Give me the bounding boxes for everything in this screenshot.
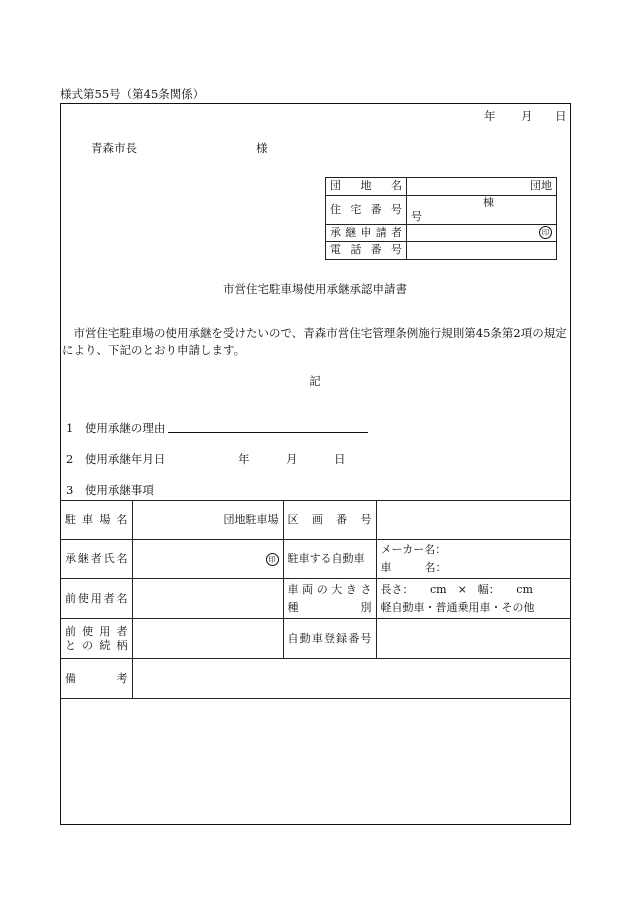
kind-label: 種 別 (287, 600, 372, 614)
phone-label: 電 話 番 号 (326, 242, 407, 260)
applicant-row (326, 224, 557, 242)
body-text: 市営住宅駐車場の使用承継を受けたいので、青森市営住宅管理条例施行規則第45条第2項の規定により、下記のとおり申請します。 (62, 326, 567, 357)
section-field[interactable] (376, 501, 570, 540)
date-month: 月 (521, 109, 533, 123)
reason-line[interactable] (168, 432, 368, 433)
item1-label: 1 使用承継の理由 (66, 421, 166, 435)
item2-label: 2 使用承継年月日 (66, 452, 166, 466)
relation-label-1: 前 使 用 者 (65, 624, 128, 638)
remarks-field[interactable] (132, 659, 570, 699)
size-label: 車両の大きさ (287, 582, 372, 596)
building-suffix: 棟 (483, 195, 494, 209)
size-value: 長さ： cm × 幅： cm (380, 582, 533, 596)
applicant-field[interactable] (407, 224, 557, 242)
prev-user-label: 前使用者名 (61, 579, 132, 619)
relation-label-2: と の 続 柄 (65, 638, 128, 652)
unit-suffix: 号 (411, 209, 422, 223)
phone-field[interactable] (407, 242, 557, 260)
estate-suffix: 団地 (530, 179, 552, 193)
maker-label: メーカー名： (380, 543, 447, 556)
section-label: 区 画 番 号 (283, 501, 376, 540)
house-field[interactable] (407, 195, 557, 224)
applicant-info-table (325, 177, 557, 260)
applicant-label: 承継申請者 (326, 224, 407, 242)
estate-field[interactable] (407, 178, 557, 196)
successor-field[interactable] (132, 540, 283, 579)
house-row (326, 195, 557, 224)
kind-value: 軽自動車・普通乗用車・その他 (380, 600, 535, 614)
date-day: 日 (555, 109, 567, 123)
relation-field[interactable] (132, 619, 283, 659)
grid-row-relation (61, 619, 570, 659)
grid-row-prev-user (61, 579, 570, 619)
reg-label: 自動車登録番号 (283, 619, 376, 659)
addressee-honorific: 様 (256, 141, 268, 155)
item2-year: 年 (238, 452, 250, 466)
estate-label: 団 地 名 (326, 178, 407, 196)
item2-day: 日 (334, 452, 346, 466)
successor-label: 承継者氏名 (61, 540, 132, 579)
seal-mark: 印 (539, 226, 552, 239)
parking-name-field[interactable] (132, 501, 283, 540)
ki-heading: 記 (309, 374, 321, 388)
car-label: 駐車する自動車 (283, 540, 376, 579)
reg-field[interactable] (376, 619, 570, 659)
phone-row (326, 242, 557, 260)
parking-name-label: 駐車場名 (61, 501, 132, 540)
item3-label: 3 使用承継事項 (66, 483, 154, 497)
remarks-label: 備 考 (61, 659, 132, 699)
estate-row (326, 178, 557, 196)
size-kind-field[interactable] (376, 579, 570, 619)
carname-label: 車 名： (380, 561, 447, 574)
document-title: 市営住宅駐車場使用承継承認申請書 (223, 282, 407, 296)
grid-row-parking (61, 501, 570, 540)
parking-suffix: 団地駐車場 (223, 513, 279, 526)
car-field[interactable] (376, 540, 570, 579)
date-year: 年 (484, 109, 496, 123)
house-label: 住 宅 番 号 (326, 195, 407, 224)
addressee-name: 青森市長 (91, 141, 137, 155)
item2-month: 月 (286, 452, 298, 466)
grid-row-successor (61, 540, 570, 579)
seal-mark: 印 (266, 553, 279, 566)
prev-user-field[interactable] (132, 579, 283, 619)
form-number: 様式第55号（第45条関係） (60, 87, 205, 101)
grid-row-remarks (61, 659, 570, 699)
succession-table (61, 500, 570, 699)
